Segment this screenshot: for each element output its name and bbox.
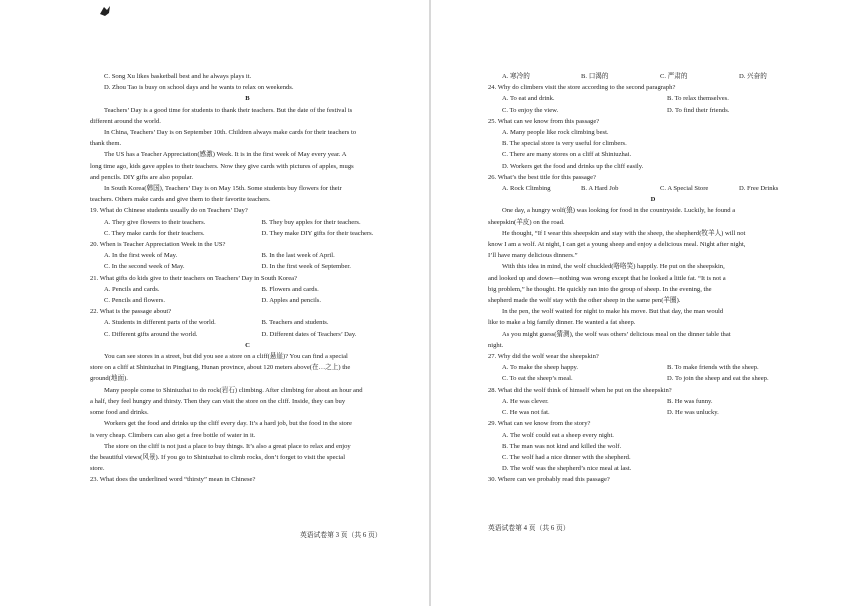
text-line: sheepskin(羊皮) on the road.: [488, 218, 565, 226]
option-text: A. Many people like rock climbing best.: [502, 129, 609, 137]
page-footer-right: 英语试卷第 4 页（共 6 页）: [488, 525, 570, 532]
option-text: B. To make friends with the sheep.: [667, 364, 759, 372]
text-line: One day, a hungry wolf(狼) was looking for food in the countryside. Luckily, he found a: [502, 207, 736, 215]
text-line: Teachers’ Day is a good time for students to thank their teachers. But the date of the festival is: [104, 106, 353, 114]
text-line: 26. What’s the best title for this passage?: [488, 173, 596, 181]
option-text: D. To find their friends.: [667, 106, 730, 114]
text-line: Workers get the food and drinks up the cliff every day. It’s a hard job, but the food in the store: [104, 420, 352, 428]
option-row: [90, 228, 405, 239]
option-text: D. In the first week of September.: [261, 263, 351, 271]
text-line: and looked up and down—nothing was wrong except that he looked a little fat. “It is not a: [488, 274, 726, 282]
text-line: store on a cliff at Shiniuzhai in Pingjiang, Hunan province, about 120 meters above(在…之上) the: [90, 364, 351, 372]
text-line: teachers. Others make cards and give them to their favorite teachers.: [90, 196, 271, 204]
text-line: Many people come to Shiniuzhai to do rock(岩石) climbing. After climbing for about an hour and: [104, 386, 363, 394]
option-row: [488, 93, 818, 104]
option-text: D. Different dates of Teachers’ Day.: [261, 330, 357, 338]
option-text: D. He was unlucky.: [667, 409, 719, 417]
option-text: D. The wolf was the shepherd’s nice meal at last.: [502, 465, 632, 473]
option-text: C. Different gifts around the world.: [104, 330, 198, 338]
text-line: big problem,” he thought. He quickly ran into the group of sheep. In the evening, the: [488, 285, 712, 293]
text-line: different around the world.: [90, 117, 161, 125]
option-text: A. 寒冷的: [502, 73, 530, 80]
text-line: shepherd made the wolf stay with the other sheep in the same pen(羊圈).: [488, 297, 681, 305]
option-row: [90, 329, 405, 340]
option-text: C. A Special Store: [660, 185, 709, 193]
option-text: B. The man was not kind and killed the wolf.: [502, 442, 622, 450]
text-line: a half, they feel hungry and thirsty. Then they can visit the store on the cliff. Inside, they can buy: [90, 397, 346, 405]
text-line: In South Korea(韩国), Teachers’ Day is on May 15th. Some students buy flowers for their: [104, 185, 342, 193]
option-text: A. He was clever.: [502, 397, 549, 405]
text-line: 20. When is Teacher Appreciation Week in the US?: [90, 241, 226, 249]
option-text: B. A Hard Job: [581, 185, 619, 193]
text-line: like to make a big family dinner. He wanted a fat sheep.: [488, 319, 636, 327]
text-line: thank them.: [90, 140, 122, 148]
text-line: long time ago, kids gave apples to their teachers. Now they give cards with pictures of apples, mugs: [90, 162, 354, 170]
option-text: C. There are many stores on a cliff at Shiniuzhai.: [502, 151, 632, 159]
option-text: C. Song Xu likes basketball best and he always plays it.: [104, 73, 252, 80]
option-text: D. Apples and pencils.: [261, 297, 322, 305]
option-text: A. The wolf could eat a sheep every night.: [502, 431, 614, 439]
option-text: C. He was not fat.: [502, 409, 550, 417]
option-row: [488, 373, 818, 384]
text-line: 27. Why did the wolf wear the sheepskin?: [488, 353, 599, 361]
text-line: is very cheap. Climbers can also get a free bottle of water in it.: [90, 431, 256, 439]
option-text: C. In the second week of May.: [104, 263, 185, 271]
option-row: [488, 105, 818, 116]
option-text: A. To make the sheep happy.: [502, 364, 579, 372]
option-text: D. To join the sheep and eat the sheep.: [667, 375, 769, 383]
text-line: 28. What did the wolf think of himself when he put on the sheepskin?: [488, 386, 672, 394]
option-text: A. To eat and drink.: [502, 95, 555, 103]
text-line: 22. What is the passage about?: [90, 308, 172, 316]
text-line: In China, Teachers’ Day is on September 10th. Children always make cards for their teachers to: [104, 129, 357, 137]
option-text: B. The special store is very useful for climbers.: [502, 140, 627, 148]
option-row: [488, 71, 818, 82]
text-line: He thought, “If I wear this sheepskin and stay with the sheep, the shepherd(牧羊人) will not: [502, 229, 746, 237]
option-row: [90, 295, 405, 306]
option-text: C. 严肃的: [660, 73, 688, 80]
option-text: B. Flowers and cards.: [261, 285, 319, 293]
option-row: [90, 317, 405, 328]
option-text: B. To relax themselves.: [667, 95, 729, 103]
section-heading: C: [245, 341, 250, 349]
option-text: D. 兴奋的: [739, 73, 767, 80]
text-line: 24. Why do climbers visit the store according to the second paragraph?: [488, 84, 676, 92]
option-row: [488, 183, 818, 194]
option-text: D. Workers get the food and drinks up the cliff easily.: [502, 162, 644, 170]
option-text: C. To enjoy the view.: [502, 106, 559, 114]
option-text: B. In the last week of April.: [261, 252, 335, 260]
left-column: [90, 71, 405, 486]
option-row: [90, 250, 405, 261]
text-line: some food and drinks.: [90, 409, 149, 417]
option-row: [488, 396, 818, 407]
option-text: D. Zhou Tao is busy on school days and he wants to relax on weekends.: [104, 84, 294, 92]
text-line: 30. Where can we probably read this passage?: [488, 476, 610, 484]
option-text: A. They give flowers to their teachers.: [104, 218, 206, 226]
text-line: The store on the cliff is not just a place to buy things. It’s also a great place to relax and enjoy: [104, 442, 351, 450]
right-column: [488, 71, 818, 486]
page-footer-left: 英语试卷第 3 页（共 6 页）: [300, 532, 382, 539]
text-line: and pencils. DIY gifts are also popular.: [90, 173, 194, 181]
option-text: C. To eat the sheep’s meal.: [502, 375, 573, 383]
option-row: [488, 362, 818, 373]
text-line: 25. What can we know from this passage?: [488, 117, 600, 125]
text-line: 19. What do Chinese students usually do on Teachers’ Day?: [90, 207, 248, 215]
option-text: B. 口渴的: [581, 73, 609, 80]
scan-mark-icon: [98, 4, 112, 18]
option-text: C. Pencils and flowers.: [104, 297, 165, 305]
section-heading: B: [245, 95, 250, 103]
option-text: B. They buy apples for their teachers.: [261, 218, 361, 226]
option-row: [90, 217, 405, 228]
text-line: night.: [488, 341, 504, 349]
text-line: I’ll have many delicious dinners.”: [488, 252, 578, 260]
text-line: ground(地面).: [90, 375, 128, 383]
text-line: 21. What gifts do kids give to their teachers on Teachers’ Day in South Korea?: [90, 274, 298, 282]
option-text: B. He was funny.: [667, 397, 713, 405]
text-line: You can see stores in a street, but did you see a store on a cliff(悬崖)? You can find a special: [104, 353, 348, 361]
text-line: 23. What does the underlined word “thirsty” mean in Chinese?: [90, 476, 256, 484]
text-line: know I am a wolf. At night, I can get a young sheep and enjoy a delicious meal. Night after night,: [488, 241, 746, 249]
option-row: [90, 284, 405, 295]
option-text: D. Free Drinks: [739, 185, 779, 193]
option-text: A. Pencils and cards.: [104, 285, 160, 293]
page-4: [430, 0, 860, 606]
option-text: A. Rock Climbing: [502, 185, 551, 193]
option-text: A. In the first week of May.: [104, 252, 178, 260]
text-line: The US has a Teacher Appreciation(感激) Week. It is in the first week of May every year. A: [104, 151, 347, 159]
option-text: A. Students in different parts of the world.: [104, 319, 216, 327]
text-line: store.: [90, 465, 105, 473]
option-text: C. The wolf had a nice dinner with the shepherd.: [502, 453, 631, 461]
section-heading: D: [650, 196, 656, 204]
text-line: 29. What can we know from the story?: [488, 420, 591, 428]
option-text: C. They make cards for their teachers.: [104, 229, 205, 237]
option-text: D. They make DIY gifts for their teachers.: [261, 229, 374, 237]
text-line: With this idea in mind, the wolf chuckled(咯咯笑) happily. He put on the sheepskin,: [502, 263, 725, 271]
option-text: B. Teachers and students.: [261, 319, 329, 327]
option-row: [488, 407, 818, 418]
text-line: the beautiful views(风景). If you go to Shiniuzhai to climb rocks, don’t forget to visit the special: [90, 453, 346, 461]
text-line: As you might guess(猜测), the wolf was others’ delicious meal on the dinner table that: [502, 330, 731, 338]
option-row: [90, 261, 405, 272]
text-line: In the pen, the wolf waited for night to make his move. But that day, the man would: [502, 308, 724, 316]
